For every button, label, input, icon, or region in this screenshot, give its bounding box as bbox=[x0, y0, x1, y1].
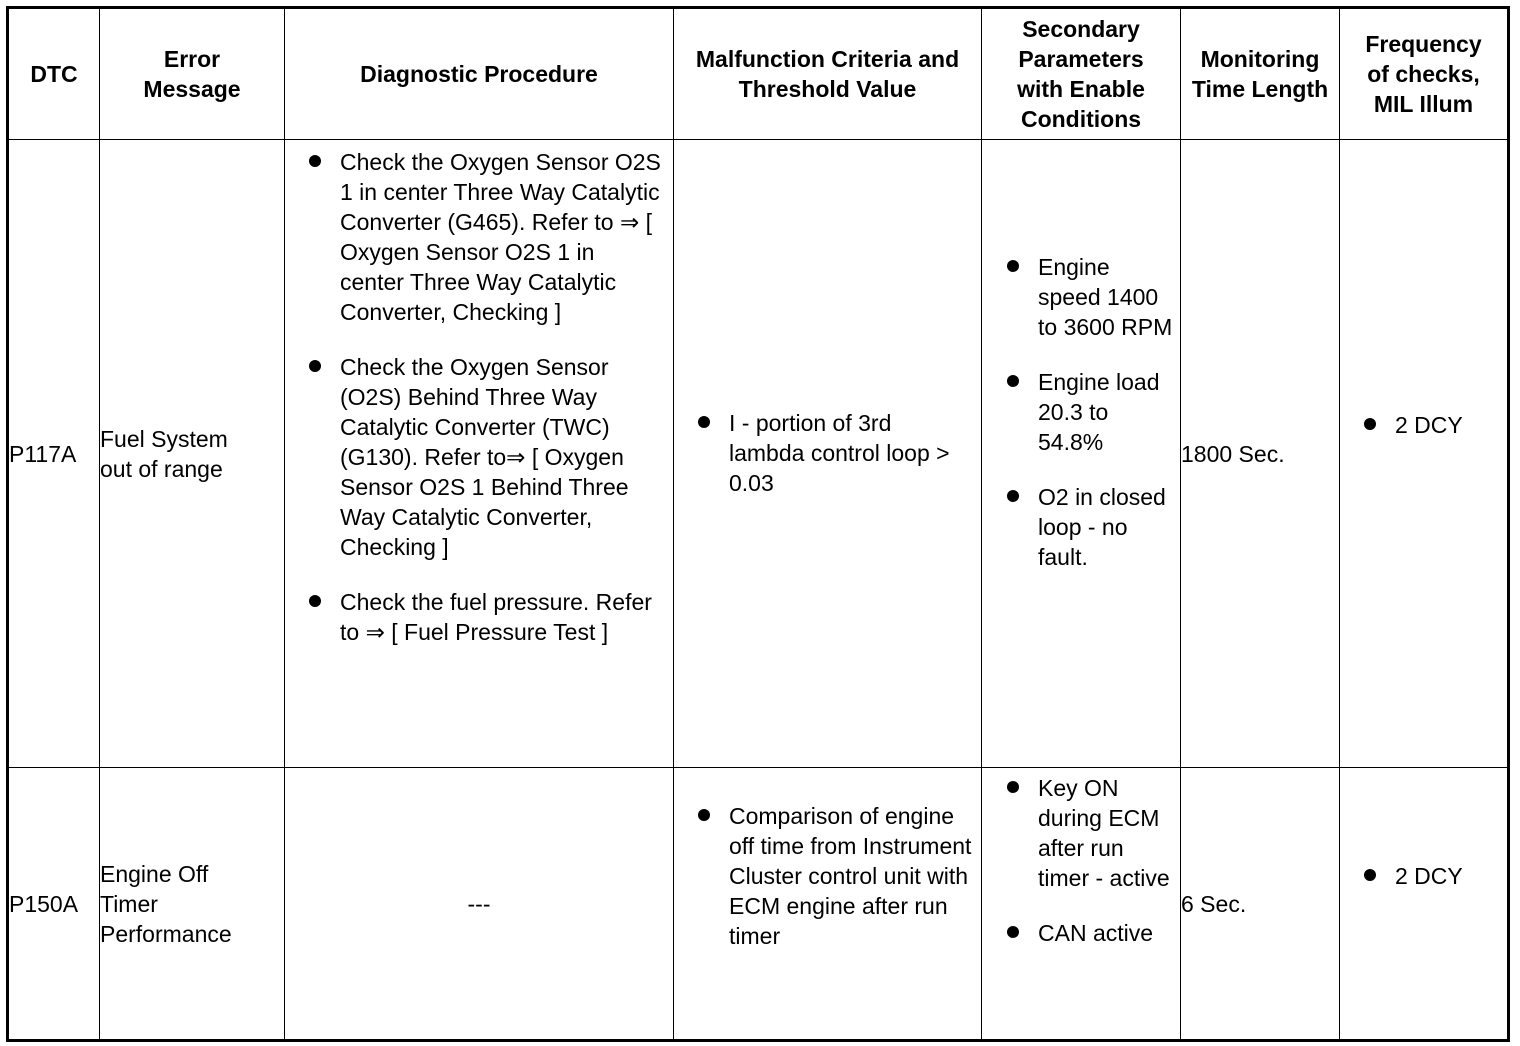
header-malfunction-criteria-text: Malfunction Criteria and Threshold Value bbox=[695, 46, 960, 102]
list-item bbox=[1038, 773, 1174, 893]
frequency bbox=[1340, 140, 1509, 768]
list-item bbox=[1038, 252, 1174, 342]
diagnostic-procedure: --- bbox=[285, 768, 674, 1041]
table-row bbox=[8, 768, 1509, 1041]
dtc-code: P150A bbox=[8, 768, 100, 1041]
procedure-text: Check the fuel pressure. Refer to ⇒ [ Fuel Pressure Test ] bbox=[340, 589, 652, 645]
secondary-parameters bbox=[982, 140, 1181, 768]
dtc-table bbox=[6, 6, 1510, 1042]
list-item bbox=[729, 408, 973, 498]
list-item bbox=[1038, 482, 1174, 572]
header-monitoring-time-text: Monitoring Time Length bbox=[1191, 46, 1329, 102]
secondary-text: Engine load 20.3 to 54.8% bbox=[1038, 369, 1160, 455]
malfunction-criteria bbox=[674, 140, 982, 768]
bullet-icon bbox=[1007, 781, 1019, 793]
procedure-text: Check the Oxygen Sensor (O2S) Behind Three Way Catalytic Converter (TWC) (G130). Refer to⇒ [ Oxygen Sensor O2S 1 Behind Three Way Catalytic Converter, Checking ] bbox=[340, 354, 629, 560]
secondary-text: Engine speed 1400 to 3600 RPM bbox=[1038, 254, 1173, 340]
frequency-list bbox=[1340, 410, 1507, 440]
bullet-icon bbox=[1007, 375, 1019, 387]
frequency-text: 2 DCY bbox=[1395, 412, 1463, 438]
list-item bbox=[1395, 410, 1507, 440]
error-message bbox=[100, 768, 285, 1041]
header-monitoring-time bbox=[1181, 8, 1340, 140]
header-dtc: DTC bbox=[8, 8, 100, 140]
secondary-text: Key ON during ECM after run timer - active bbox=[1038, 775, 1170, 891]
criteria-text: Comparison of engine off time from Instrument Cluster control unit with ECM engine after run timer bbox=[729, 803, 972, 949]
error-message bbox=[100, 140, 285, 768]
frequency bbox=[1340, 768, 1509, 1041]
table-row bbox=[8, 140, 1509, 768]
list-item bbox=[1395, 861, 1507, 891]
bullet-icon bbox=[309, 595, 321, 607]
secondary-parameters bbox=[982, 768, 1181, 1041]
bullet-icon bbox=[1364, 418, 1376, 430]
bullet-icon bbox=[698, 809, 710, 821]
header-malfunction-criteria bbox=[674, 8, 982, 140]
secondary-text: CAN active bbox=[1038, 920, 1154, 946]
list-item bbox=[340, 352, 661, 562]
error-message-text: Fuel System out of range bbox=[100, 425, 228, 482]
header-error-message-text: Error Message bbox=[143, 46, 241, 102]
header-secondary-parameters-text: Secondary Parameters with Enable Conditions bbox=[1017, 16, 1145, 132]
bullet-icon bbox=[1364, 869, 1376, 881]
list-item bbox=[729, 801, 973, 951]
procedure-list bbox=[285, 147, 661, 647]
bullet-icon bbox=[698, 416, 710, 428]
monitoring-time: 6 Sec. bbox=[1181, 768, 1340, 1041]
header-diagnostic-procedure: Diagnostic Procedure bbox=[285, 8, 674, 140]
malfunction-criteria bbox=[674, 768, 982, 1041]
dtc-code: P117A bbox=[8, 140, 100, 768]
monitoring-time: 1800 Sec. bbox=[1181, 140, 1340, 768]
bullet-icon bbox=[309, 360, 321, 372]
procedure-text: Check the Oxygen Sensor O2S 1 in center Three Way Catalytic Converter (G465). Refer to ⇒ [ Oxygen Sensor O2S 1 in center Three Way Catalytic Converter, Checking ] bbox=[340, 149, 661, 325]
list-item bbox=[340, 587, 661, 647]
header-frequency-text: Frequency of checks, MIL Illum bbox=[1365, 31, 1482, 117]
frequency-list bbox=[1340, 861, 1507, 891]
frequency-text: 2 DCY bbox=[1395, 863, 1463, 889]
header-error-message bbox=[100, 8, 285, 140]
secondary-list bbox=[982, 773, 1174, 948]
bullet-icon bbox=[1007, 926, 1019, 938]
diagnostic-procedure bbox=[285, 140, 674, 768]
secondary-text: O2 in closed loop - no fault. bbox=[1038, 484, 1166, 570]
list-item bbox=[340, 147, 661, 327]
secondary-list bbox=[982, 252, 1174, 572]
criteria-text: I - portion of 3rd lambda control loop > 0.03 bbox=[729, 409, 950, 496]
bullet-icon bbox=[1007, 490, 1019, 502]
bullet-icon bbox=[309, 155, 321, 167]
header-frequency bbox=[1340, 8, 1509, 140]
list-item bbox=[1038, 918, 1174, 948]
criteria-list bbox=[674, 801, 973, 951]
header-secondary-parameters bbox=[982, 8, 1181, 140]
error-message-text: Engine Off Timer Performance bbox=[100, 860, 232, 947]
bullet-icon bbox=[1007, 260, 1019, 272]
criteria-list bbox=[674, 408, 973, 498]
list-item bbox=[1038, 367, 1174, 457]
header-row bbox=[8, 8, 1509, 140]
